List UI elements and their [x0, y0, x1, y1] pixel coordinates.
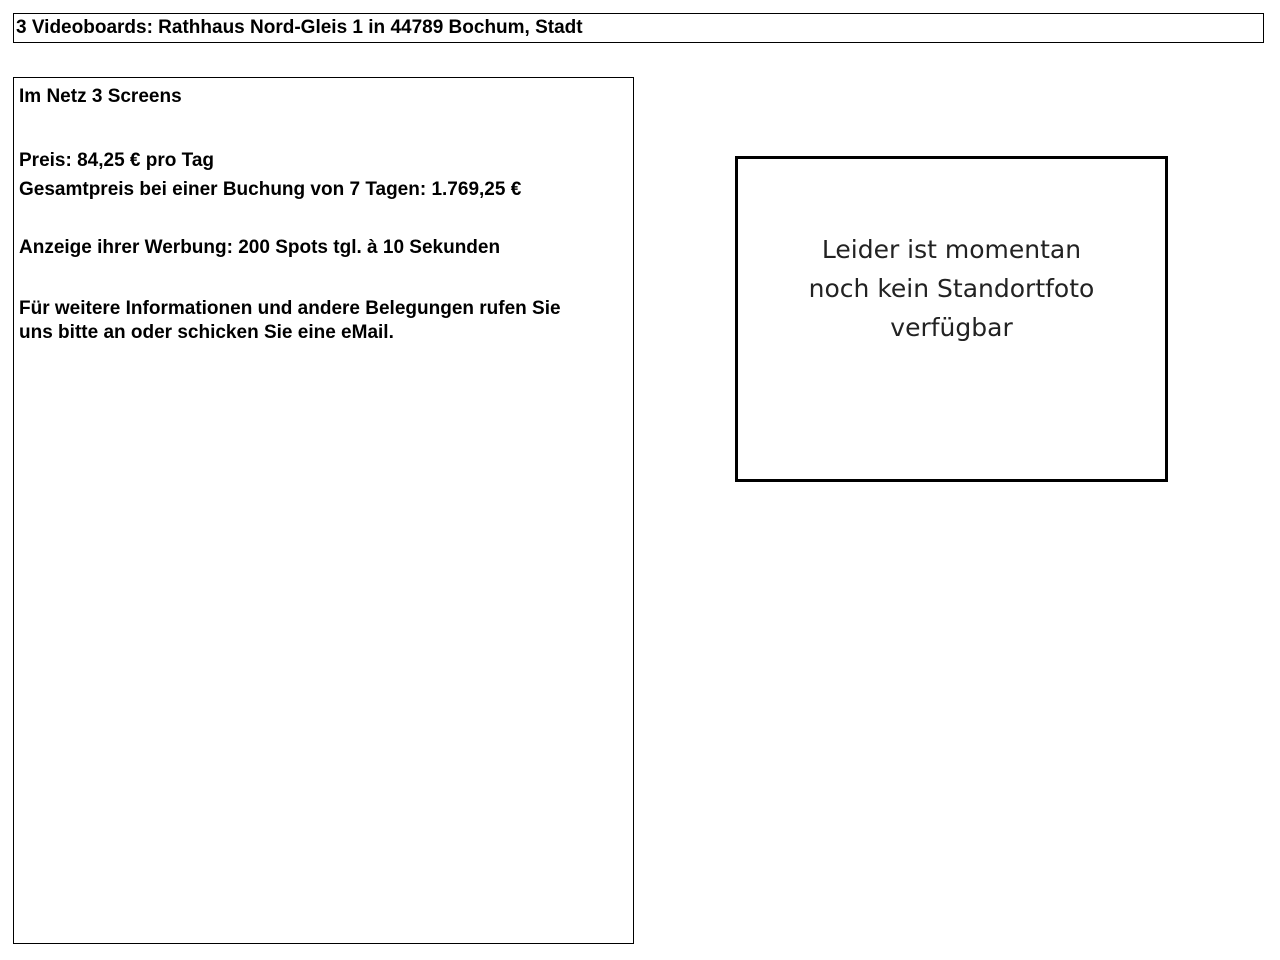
spacer [19, 262, 629, 291]
placeholder-line-3: verfügbar [890, 313, 1013, 342]
page-title-text: 3 Videoboards: Rathhaus Nord-Gleis 1 in 44789 Bochum, Stadt [16, 17, 583, 38]
info-panel [13, 77, 634, 944]
location-photo-placeholder [735, 156, 1168, 482]
display-info: Anzeige ihrer Werbung: 200 Spots tgl. à 10 Sekunden [19, 237, 501, 258]
spacer [19, 204, 629, 233]
price-per-day: Preis: 84,25 € pro Tag [19, 150, 215, 171]
network-info: Im Netz 3 Screens [19, 86, 182, 107]
total-price: Gesamtpreis bei einer Buchung von 7 Tagen: 1.769,25 € [19, 179, 522, 200]
contact-info: Für weitere Informationen und andere Belegungen rufen Sie uns bitte an oder schicken Sie eine eMail. [19, 298, 561, 343]
placeholder-line-1: Leider ist momentan [821, 235, 1082, 264]
placeholder-line-2: noch kein Standortfoto [808, 274, 1095, 303]
spacer [19, 111, 629, 146]
page-title [13, 13, 1264, 43]
